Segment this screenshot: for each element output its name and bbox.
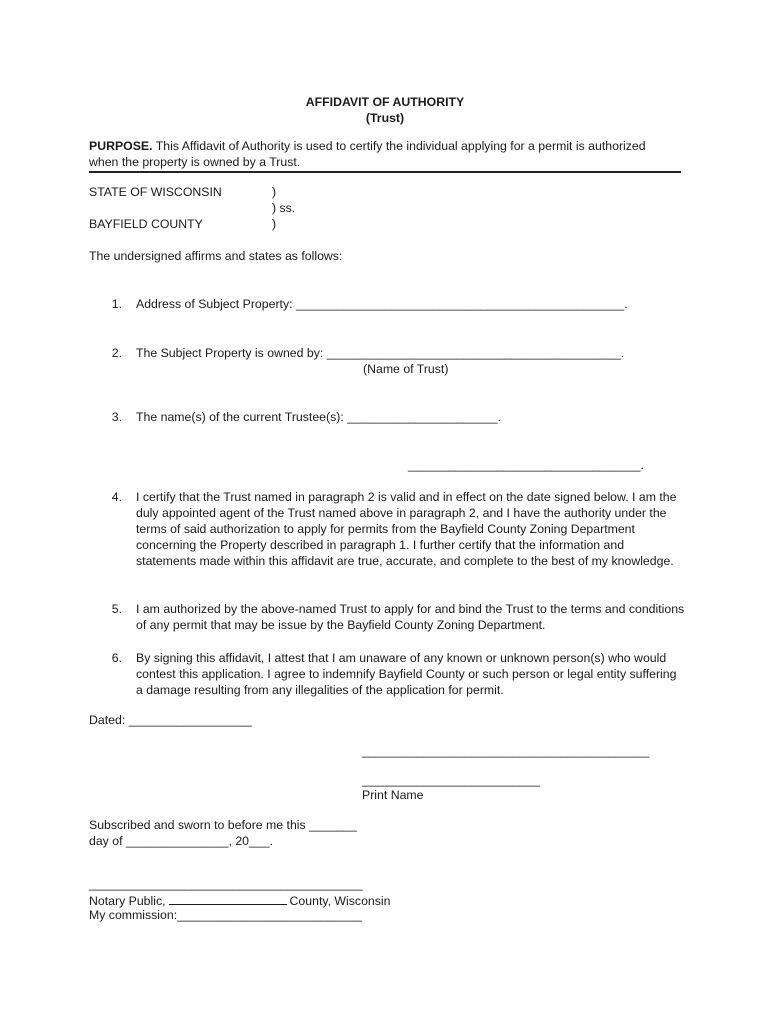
purpose-text: This Affidavit of Authority is used to certify the individual applying for a permit is authorized [152,139,646,153]
item-authorized-by-trust: I am authorized by the above-named Trust to apply for and bind the Trust to the terms and conditions of any permit that may be issue by the Bayfield County Zoning Department. [136,602,685,632]
notary-public-label: Notary Public, [89,894,166,908]
venue-state: STATE OF WISCONSIN [89,185,222,199]
item-number: 6. [111,651,122,665]
item-trustees: The name(s) of the current Trustee(s): ______________________. [136,410,502,424]
header-divider [89,171,681,173]
item-number: 2. [111,346,122,360]
intro-statement: The undersigned affirms and states as follows: [89,249,343,263]
item-certify-trust-valid: I certify that the Trust named in paragraph 2 is valid and in effect on the date signed below. I am the duly appointed agent of the Trust named above in paragraph 2, and I have the authority under the terms of said authorization to apply for permits from the Bayfield County Zoning Department concerning the Property described in paragraph 1. I further certify that the information and statements made within this affidavit are true, accurate, and complete to the best of my knowledge. [136,490,677,568]
day-of-line: day of _______________, 20___. [89,834,273,848]
item-number: 3. [111,410,122,424]
document-title: AFFIDAVIT OF AUTHORITY [305,95,465,109]
item-owned-by: The Subject Property is owned by: ___________________________________________. [136,346,625,360]
venue-paren-3: ) [272,217,277,231]
notary-county-label: County, Wisconsin [289,894,391,908]
dated-field: Dated: __________________ [89,713,252,727]
item-number: 4. [111,490,122,504]
print-name-label: Print Name [362,788,424,802]
notary-signature-line: ________________________________________ [89,877,363,891]
signature-line: __________________________________________ [362,744,650,758]
item-number: 1. [111,297,122,311]
document-subtitle: (Trust) [365,111,405,125]
trustees-extra-line: __________________________________. [408,458,644,472]
print-name-line: __________________________ [362,773,540,787]
notary-commission-line: My commission:___________________________ [89,908,362,922]
purpose-label: PURPOSE. [89,139,153,153]
trust-name-caption: (Name of Trust) [363,362,449,376]
venue-paren-1: ) [272,185,277,199]
item-address-subject-property: Address of Subject Property: ________________________________________________. [136,297,628,311]
purpose-line-1 [89,138,646,154]
venue-county: BAYFIELD COUNTY [89,217,203,231]
item-number: 5. [111,602,122,616]
venue-paren-ss: ) ss. [272,201,296,215]
purpose-line-2: when the property is owned by a Trust. [89,155,301,169]
subscribed-sworn-line: Subscribed and sworn to before me this _______ [89,818,357,832]
notary-county-blank [169,892,287,905]
item-signing-attest: By signing this affidavit, I attest that I am unaware of any known or unknown person(s) who would contest this application. I agree to indemnify Bayfield County or such person or legal entity suffering a damage resulting from any illegalities of the application for permit. [136,651,677,697]
